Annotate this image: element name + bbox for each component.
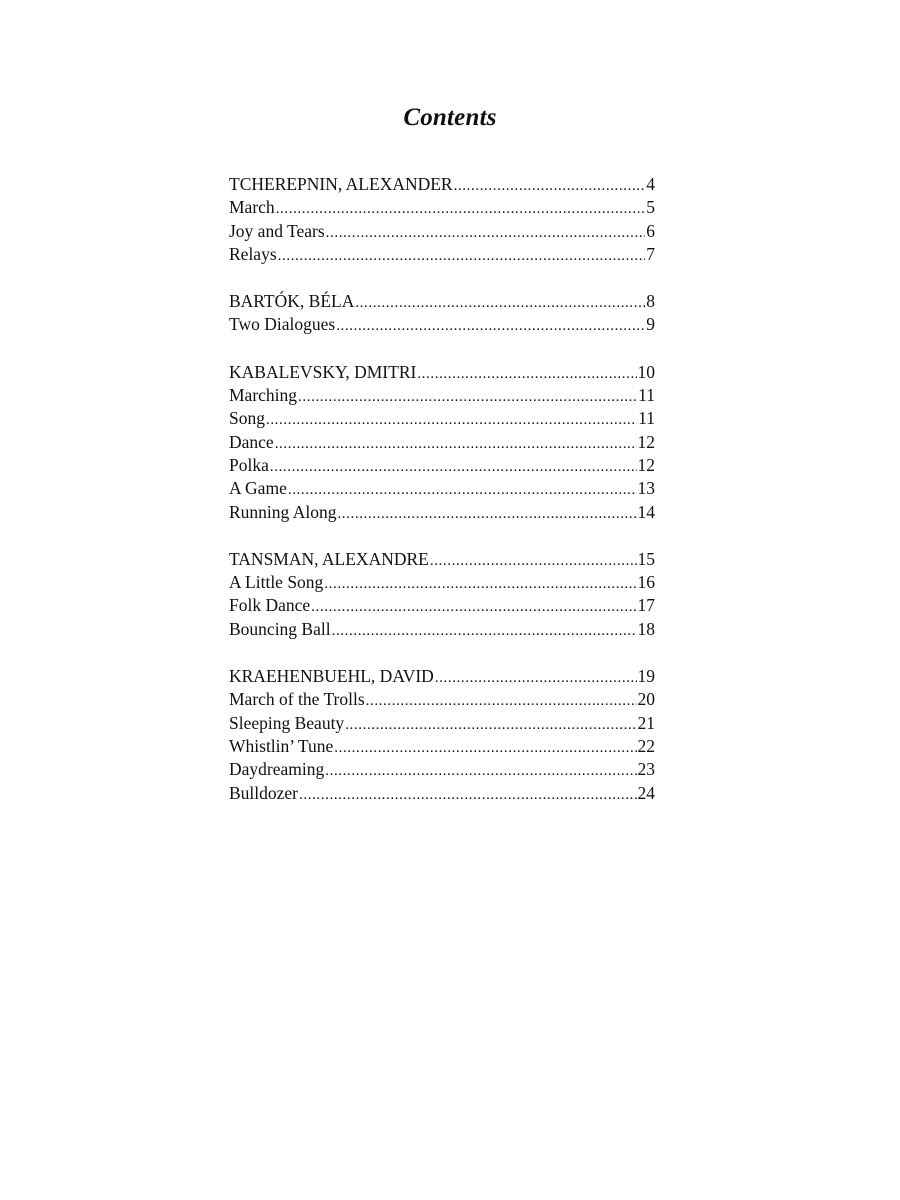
- toc-piece-entry: [229, 454, 655, 477]
- toc-piece-entry: [229, 618, 655, 641]
- page-number: 18: [637, 618, 655, 639]
- piece-title: A Little Song: [229, 572, 324, 593]
- dot-leader: [332, 620, 637, 643]
- page-number: 21: [637, 712, 655, 733]
- piece-title: Sleeping Beauty: [229, 712, 345, 733]
- toc-piece-entry: [229, 243, 655, 266]
- piece-title: Dance: [229, 431, 274, 452]
- table-of-contents: [229, 173, 655, 829]
- page-number: 15: [637, 548, 655, 569]
- dot-leader: [325, 760, 636, 783]
- dot-leader: [435, 667, 637, 690]
- piece-title: Bulldozer: [229, 782, 299, 803]
- composer-name: TCHEREPNIN, ALEXANDER: [229, 174, 453, 194]
- piece-title: Joy and Tears: [229, 220, 325, 241]
- toc-composer-entry: [229, 173, 655, 196]
- piece-title: Folk Dance: [229, 595, 311, 616]
- dot-leader: [337, 503, 636, 526]
- page-number: 4: [646, 174, 655, 194]
- page-number: 6: [646, 220, 655, 241]
- page-number: 19: [637, 666, 655, 687]
- dot-leader: [366, 690, 637, 713]
- page-number: 16: [637, 572, 655, 593]
- composer-name: KRAEHENBUEHL, DAVID: [229, 666, 434, 687]
- dot-leader: [298, 386, 637, 409]
- dot-leader: [345, 714, 636, 737]
- piece-title: A Game: [229, 478, 287, 499]
- toc-piece-entry: [229, 712, 655, 735]
- toc-section: [229, 173, 655, 266]
- page-number: 23: [637, 759, 655, 780]
- dot-leader: [299, 784, 636, 807]
- page-number: 14: [637, 501, 655, 522]
- toc-piece-entry: [229, 688, 655, 711]
- toc-piece-entry: [229, 735, 655, 758]
- piece-title: Whistlin’ Tune: [229, 735, 334, 756]
- dot-leader: [276, 198, 646, 221]
- piece-title: Running Along: [229, 501, 337, 522]
- toc-piece-entry: [229, 220, 655, 243]
- page-number: 24: [637, 782, 655, 803]
- page-number: 12: [637, 454, 655, 475]
- toc-piece-entry: [229, 313, 655, 336]
- page-number: 5: [646, 197, 655, 218]
- toc-piece-entry: [229, 758, 655, 781]
- page-number: 13: [637, 478, 655, 499]
- toc-piece-entry: [229, 196, 655, 219]
- dot-leader: [417, 363, 636, 386]
- dot-leader: [430, 550, 637, 573]
- composer-name: KABALEVSKY, DMITRI: [229, 361, 417, 382]
- piece-title: Song: [229, 408, 265, 429]
- toc-piece-entry: [229, 384, 655, 407]
- toc-section: [229, 290, 655, 337]
- page-title: Contents: [403, 104, 497, 131]
- page-number: 20: [637, 689, 655, 710]
- toc-section: [229, 548, 655, 641]
- dot-leader: [275, 433, 637, 456]
- toc-piece-entry: [229, 594, 655, 617]
- dot-leader: [311, 596, 636, 619]
- dot-leader: [454, 175, 646, 198]
- dot-leader: [324, 573, 636, 596]
- page-number: 9: [646, 314, 655, 335]
- toc-piece-entry: [229, 407, 655, 430]
- piece-title: Marching: [229, 385, 298, 406]
- composer-name: TANSMAN, ALEXANDRE: [229, 548, 429, 569]
- dot-leader: [278, 245, 646, 268]
- page-number: 10: [637, 361, 655, 382]
- page-number: 8: [646, 291, 655, 312]
- composer-name: BARTÓK, BÉLA: [229, 291, 355, 312]
- piece-title: Polka: [229, 454, 269, 475]
- page-number: 17: [637, 595, 655, 616]
- piece-title: Relays: [229, 243, 277, 264]
- page-number: 12: [637, 431, 655, 452]
- page-number: 7: [646, 243, 655, 264]
- toc-piece-entry: [229, 782, 655, 805]
- toc-piece-entry: [229, 571, 655, 594]
- toc-composer-entry: [229, 548, 655, 571]
- toc-composer-entry: [229, 665, 655, 688]
- toc-composer-entry: [229, 290, 655, 313]
- toc-piece-entry: [229, 501, 655, 524]
- toc-section: [229, 361, 655, 524]
- piece-title: Bouncing Ball: [229, 618, 331, 639]
- toc-section: [229, 665, 655, 805]
- piece-title: March: [229, 197, 275, 218]
- piece-title: Two Dialogues: [229, 314, 336, 335]
- dot-leader: [288, 479, 637, 502]
- page-number: 11: [638, 385, 655, 406]
- dot-leader: [270, 456, 637, 479]
- toc-piece-entry: [229, 477, 655, 500]
- piece-title: Daydreaming: [229, 759, 325, 780]
- dot-leader: [336, 315, 645, 338]
- dot-leader: [355, 292, 645, 315]
- dot-leader: [326, 222, 646, 245]
- dot-leader: [334, 737, 636, 760]
- toc-composer-entry: [229, 361, 655, 384]
- page-number: 11: [638, 408, 655, 429]
- piece-title: March of the Trolls: [229, 689, 365, 710]
- toc-piece-entry: [229, 431, 655, 454]
- dot-leader: [266, 409, 637, 432]
- page-number: 22: [637, 735, 655, 756]
